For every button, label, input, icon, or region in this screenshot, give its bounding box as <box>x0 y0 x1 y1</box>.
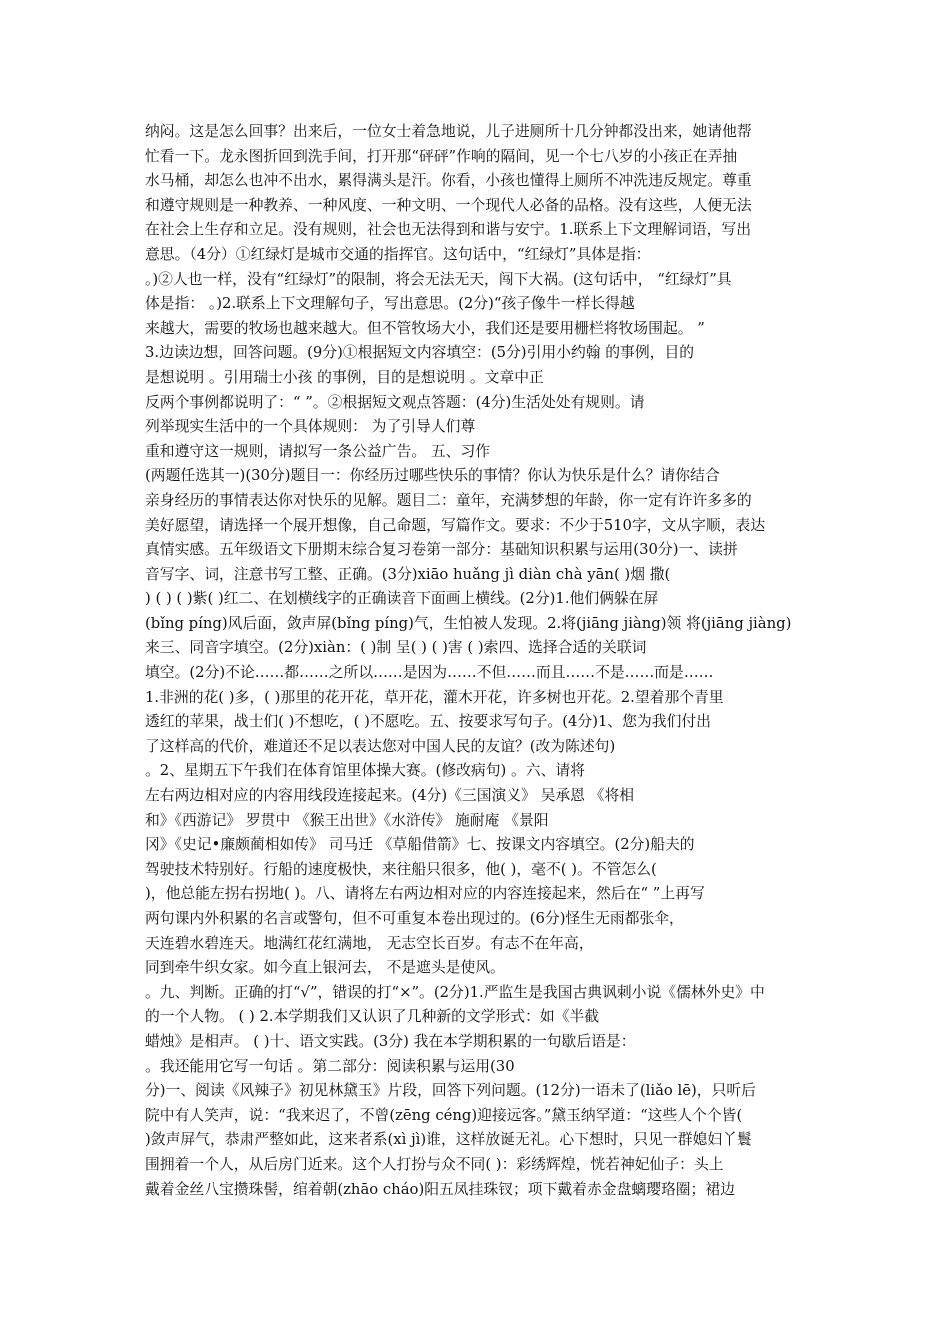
text-line: 冈》《史记•廉颇蔺相如传》 司马迁 《草船借箭》七、按课文内容填空。(2分)船夫的 <box>145 836 695 854</box>
text-line: 纳闷。这是怎么回事？出来后，一位女士着急地说，儿子进厕所十几分钟都没出来，她请他帮 <box>145 123 752 140</box>
text-line: 反两个事例都说明了：“ ”。②根据短文观点答题：(4分)生活处处有规则。请 <box>145 393 645 411</box>
text-line: 。九、判断。正确的打“√”，错误的打“×”。(2分)1.严监生是我国古典讽刺小说《儒林外史》中 <box>145 983 765 1001</box>
text-line: 的一个人物。 ( ) 2.本学期我们又认识了几种新的文学形式：如《半截 <box>145 1008 600 1026</box>
text-line: 列举现实生活中的一个具体规则： 为了引导人们尊 <box>145 418 476 436</box>
text-line: 天连碧水碧连天。地满红花红满地， 无志空长百岁。有志不在年高， <box>145 934 594 952</box>
text-line: 。我还能用它写一句话 。第二部分：阅读积累与运用(30 <box>145 1057 515 1075</box>
text-line: 3.边读边想，回答问题。(9分)①根据短文内容填空：(5分)引用小约翰 的事例，目的 <box>145 344 695 362</box>
text-line: 左右两边相对应的内容用线段连接起来。(4分)《三国演义》 吴承恩 《将相 <box>145 787 635 805</box>
text-line: 和遵守规则是一种教养、一种风度、一种文明、一个现代人必备的品格。没有这些，人便无法 <box>145 196 752 214</box>
text-line: ) ( ) ( )紫( )红二、在划横线字的正确读音下面画上横线。(2分)1.他们俩躲在屏 <box>145 590 659 608</box>
text-line: 蜡烛》是相声。 ( )十、语文实践。(3分) 我在本学期积累的一句歇后语是： <box>145 1032 636 1050</box>
text-line: 戴着金丝八宝攒珠髻，绾着朝(zhāo cháo)阳五凤挂珠钗；项下戴着赤金盘螭璎珞圈；裙边 <box>145 1180 735 1198</box>
text-line: 来三、同音字填空。(2分)xiàn：( )制 呈( ) ( )害 ( )索四、选择合适的关联词 <box>145 639 647 657</box>
text-line: 两句课内外积累的名言或警句，但不可重复本卷出现过的。(6分)怪生无雨都张伞， <box>145 910 684 927</box>
text-line: 1.非洲的花( )多，( )那里的花开花，草开花，灌木开花，许多树也开花。2.望着那个青里 <box>145 688 724 706</box>
text-line: 水马桶，却怎么也冲不出水，累得满头是汗。你看，小孩也懂得上厕所不冲洗违反规定。尊重 <box>145 172 752 190</box>
text-line: 意思。（4分）①红绿灯是城市交通的指挥官。这句话中，“红绿灯”具体是指： <box>145 245 651 263</box>
text-line: 分)一、阅读《风辣子》初见林黛玉》片段，回答下列问题。(12分)一语未了(liǎo lē)，只听后 <box>145 1082 756 1100</box>
text-line: 真情实感。五年级语文下册期末综合复习卷第一部分：基础知识积累与运用(30分)一、读拼 <box>145 541 738 559</box>
text-line: 透红的苹果，战士们( )不想吃，( )不愿吃。五、按要求写句子。(4分)1、您为我们付出 <box>145 713 711 731</box>
text-line: 是想说明 。引用瑞士小孩 的事例，目的是想说明 。文章中正 <box>145 368 544 386</box>
text-line: 。2、星期五下午我们在体育馆里体操大赛。(修改病句) 。六、请将 <box>145 762 585 780</box>
text-line: 美好愿望，请选择一个展开想像，自己命题，写篇作文。要求：不少于510字，文从字顺，表达 <box>145 516 766 534</box>
document-body <box>145 120 807 1202</box>
text-line: 在社会上生存和立足。没有规则，社会也无法得到和谐与安宁。1.联系上下文理解词语，写出 <box>145 221 751 239</box>
text-line: 音写字、词，注意书写工整、正确。(3分)xiāo huǎng jì diàn chà yān( )烟 撒( <box>145 565 671 583</box>
text-line: 院中有人笑声，说：“我来迟了，不曾(zēng céng)迎接远客。”黛玉纳罕道：“这些人个个皆( <box>145 1106 743 1124</box>
text-line: 同到牵牛织女家。如今直上银河去， 不是遮头是使风。 <box>145 959 505 977</box>
text-line: 来越大，需要的牧场也越来越大。但不管牧场大小，我们还是要用栅栏将牧场围起。 ” <box>145 319 705 337</box>
text-line: 和》《西游记》 罗贯中 《猴王出世》《水浒传》 施耐庵 《景阳 <box>145 811 549 829</box>
text-line: )敛声屏气，恭肃严整如此，这来者系(xì jì)谁，这样放诞无礼。心下想时，只见一群媳妇丫鬟 <box>145 1131 752 1149</box>
text-line: 驾驶技术特别好。行船的速度极快，来往船只很多，他( )，毫不( )。不管怎么( <box>145 860 657 878</box>
text-line: 重和遵守这一规则，请拟写一条公益广告。 五、习作 <box>145 442 491 460</box>
text-line: (两题任选其一)(30分)题目一：你经历过哪些快乐的事情？你认为快乐是什么？请你结合 <box>145 467 720 485</box>
text-line: 围拥着一个人，从后房门近来。这个人打扮与众不同( )：彩绣辉煌，恍若神妃仙子：头上 <box>145 1155 724 1173</box>
text-line: 填空。(2分)不论……都……之所以……是因为……不但……而且……不是……而是…… <box>145 664 714 682</box>
text-line: (bǐng píng)风后面，敛声屏(bǐng píng)气，生怕被人发现。2.将(jiāng jiàng)领 将(jiāng jiàng) <box>145 614 792 632</box>
text-line: )，他总能左拐右拐地( )。八、请将左右两边相对应的内容连接起来，然后在“ ”上再写 <box>145 885 705 903</box>
text-line: 了这样高的代价，难道还不足以表达您对中国人民的友谊？(改为陈述句) <box>145 737 616 755</box>
text-line: 忙看一下。龙永图折回到洗手间，打开那“砰砰”作响的隔间，见一个七八岁的小孩正在弄抽 <box>145 147 738 165</box>
text-line: 亲身经历的事情表达你对快乐的见解。题目二：童年，充满梦想的年龄，你一定有许许多多的 <box>145 491 752 509</box>
text-line: 体是指： 。)2.联系上下文理解句子，写出意思。(2分)“孩子像牛一样长得越 <box>145 295 635 313</box>
text-line: 。)②人也一样，没有“红绿灯”的限制，将会无法无天，闯下大祸。(这句话中， “红绿灯”具 <box>145 270 732 288</box>
